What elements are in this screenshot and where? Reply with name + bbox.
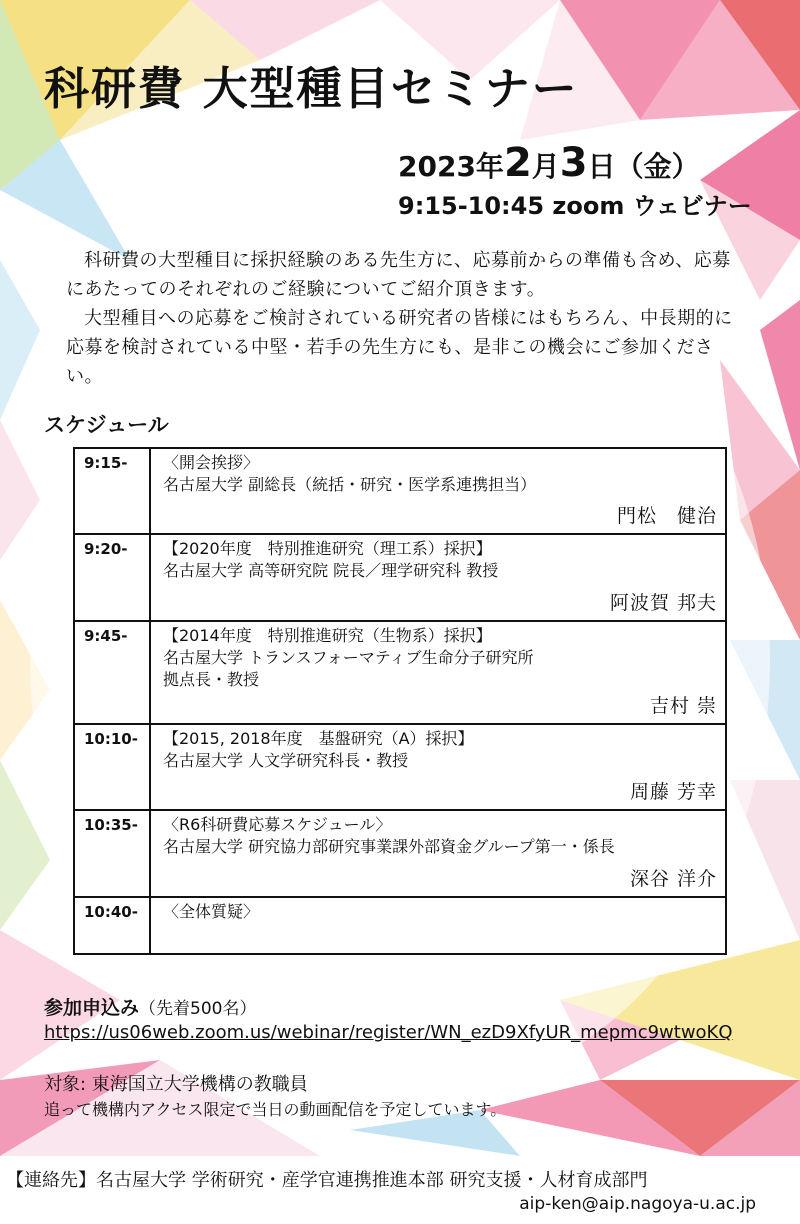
event-time-format: 9:15-10:45 zoom ウェビナー xyxy=(398,192,752,220)
schedule-row xyxy=(75,898,725,953)
schedule-row xyxy=(75,535,725,622)
event-weekday: （金） xyxy=(615,150,700,183)
schedule-row xyxy=(75,449,725,535)
schedule-time: 10:10- xyxy=(75,725,151,809)
schedule-time: 9:20- xyxy=(75,535,151,620)
schedule-detail xyxy=(151,725,725,809)
registration-heading xyxy=(44,993,256,1020)
schedule-row xyxy=(75,725,725,811)
schedule-line: 名古屋大学 トランスフォーマティブ生命分子研究所 xyxy=(163,648,534,667)
schedule-detail xyxy=(151,811,725,896)
schedule-detail xyxy=(151,898,725,953)
schedule-time: 10:40- xyxy=(75,898,151,953)
intro-paragraph: 大型種目への応募をご検討されている研究者の皆様にはもちろん、中長期的に応募を検討されている中堅・若手の先生方にも、是非この機会にご参加ください。 xyxy=(66,308,733,387)
page-title: 科研費 大型種目セミナー xyxy=(44,62,579,115)
schedule-time: 9:45- xyxy=(75,622,151,723)
schedule-time: 10:35- xyxy=(75,811,151,896)
speaker-name: 深谷 洋介 xyxy=(629,868,717,890)
target-note: 追って機構内アクセス限定で当日の動画配信を予定しています。 xyxy=(44,1100,507,1119)
schedule-line: 【2014年度 特別推進研究（生物系）採択】 xyxy=(163,626,492,645)
schedule-row xyxy=(75,622,725,725)
speaker-name: 周藤 芳幸 xyxy=(629,781,717,803)
event-month-unit: 月 xyxy=(531,150,560,183)
event-month: 2 xyxy=(503,140,532,186)
event-year: 2023年 xyxy=(398,150,504,183)
schedule-line: 〈全体質疑〉 xyxy=(163,902,260,921)
speaker-name: 阿波賀 邦夫 xyxy=(609,592,717,614)
registration-link[interactable]: https://us06web.zoom.us/webinar/register/WN_ezD9XfyUR_mepmc9wtwoKQ xyxy=(44,1022,733,1043)
schedule-line: 名古屋大学 高等研究院 院長／理学研究科 教授 xyxy=(163,561,499,580)
schedule-line: 【2015, 2018年度 基盤研究（A）採択】 xyxy=(163,729,474,748)
schedule-detail xyxy=(151,535,725,620)
speaker-name: 吉村 崇 xyxy=(649,695,717,717)
schedule-line: 名古屋大学 人文学研究科長・教授 xyxy=(163,751,409,770)
footer xyxy=(0,1156,800,1224)
schedule-line: 〈R6科研費応募スケジュール〉 xyxy=(163,815,392,834)
event-date xyxy=(398,140,700,186)
schedule-table xyxy=(73,447,727,955)
schedule-line: 【2020年度 特別推進研究（理工系）採択】 xyxy=(163,539,492,558)
intro-text xyxy=(66,246,736,391)
schedule-heading: スケジュール xyxy=(44,413,169,437)
schedule-detail xyxy=(151,622,725,723)
registration-note: （先着500名） xyxy=(139,999,257,1019)
registration-label: 参加申込み xyxy=(44,997,140,1019)
schedule-line: 名古屋大学 副総長（統括・研究・医学系連携担当） xyxy=(163,475,537,494)
event-day: 3 xyxy=(559,140,588,186)
contact-email[interactable]: aip-ken@aip.nagoya-u.ac.jp xyxy=(519,1194,756,1214)
schedule-line: 〈開会挨拶〉 xyxy=(163,453,260,472)
schedule-row xyxy=(75,811,725,898)
schedule-line: 拠点長・教授 xyxy=(163,670,260,689)
speaker-name: 門松 健治 xyxy=(616,505,717,527)
schedule-time: 9:15- xyxy=(75,449,151,533)
schedule-line: 名古屋大学 研究協力部研究事業課外部資金グループ第一・係長 xyxy=(163,837,615,856)
schedule-detail xyxy=(151,449,725,533)
event-day-unit: 日 xyxy=(587,150,616,183)
contact-info: 【連絡先】名古屋大学 学術研究・産学官連携推進本部 研究支援・人材育成部門 xyxy=(6,1170,648,1191)
intro-paragraph: 科研費の大型種目に採択経験のある先生方に、応募前からの準備も含め、応募にあたってのそれぞれのご経験についてご紹介頂きます。 xyxy=(66,250,731,300)
target-audience: 対象: 東海国立大学機構の教職員 xyxy=(44,1074,308,1095)
